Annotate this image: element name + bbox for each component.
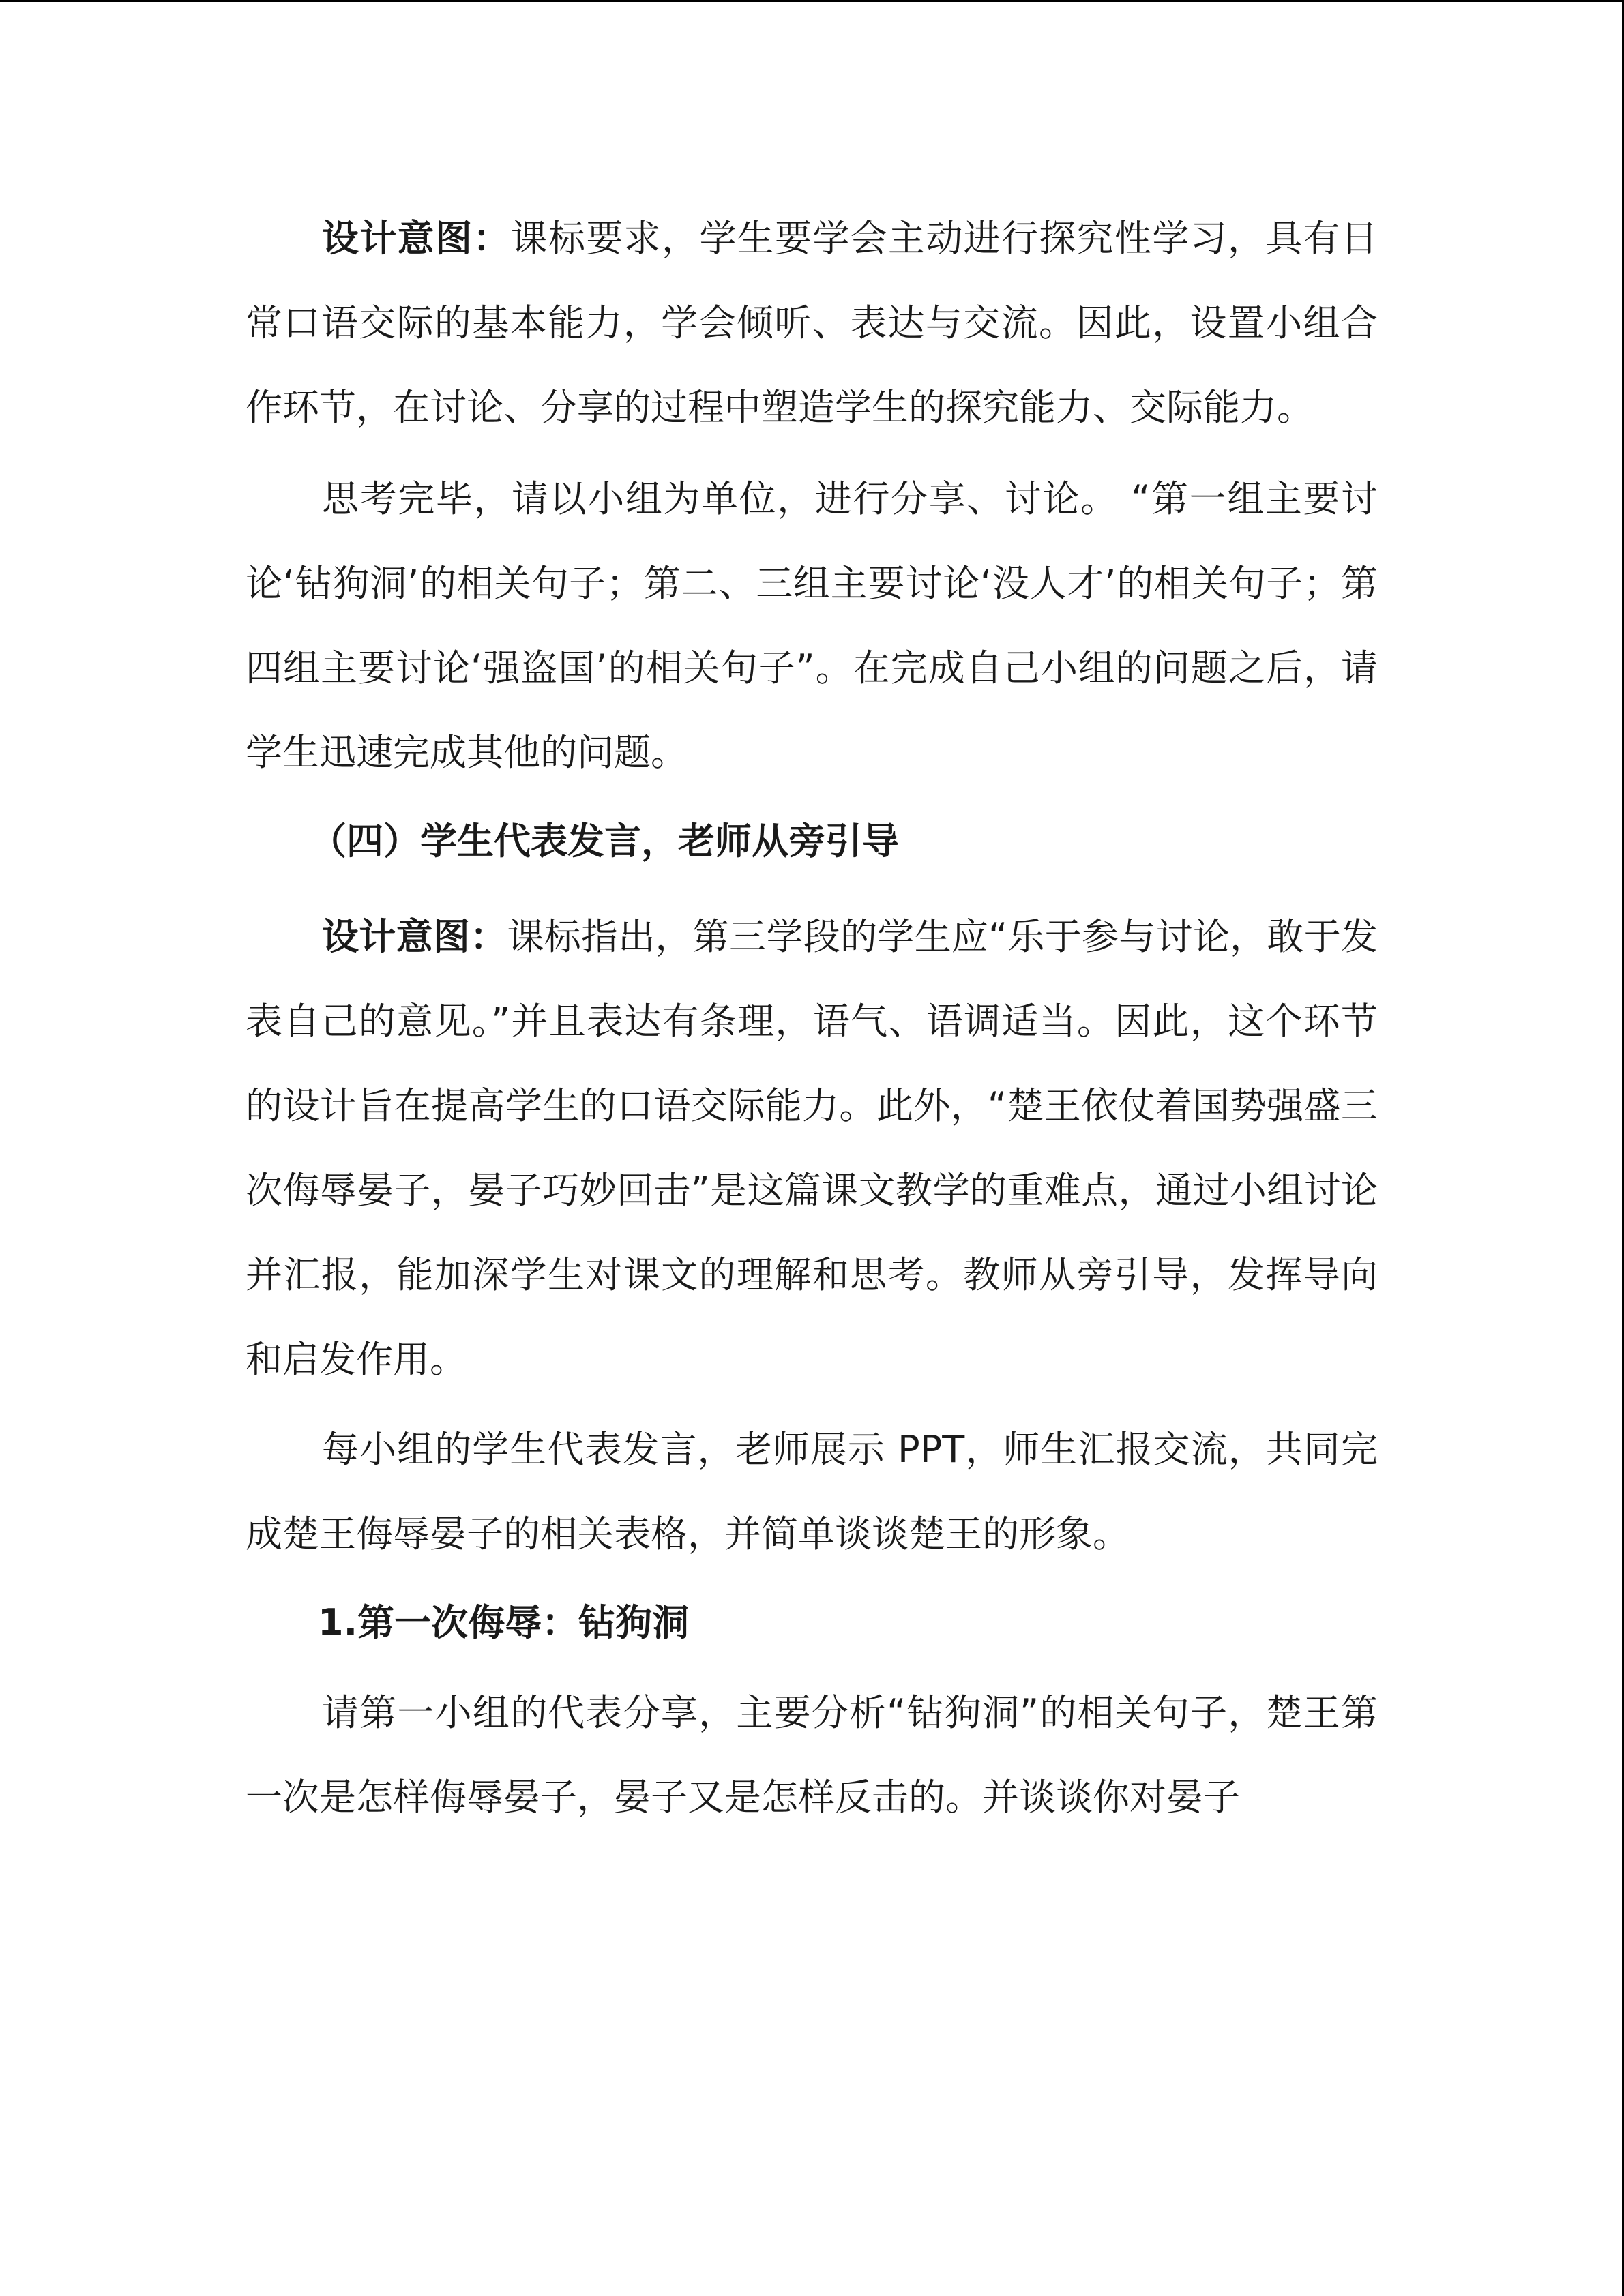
- discussion-instructions-paragraph: [246, 457, 1378, 795]
- paragraph-text: 课标要求，学生要学会主动进行探究性学习，具有日常口语交际的基本能力，学会倾听、表达与交流。因此，设置小组合作环节，在讨论、分享的过程中塑造学生的探究能力、交际能力。: [246, 217, 1378, 429]
- paragraph-text: 请第一小组的代表分享，主要分析“钻狗洞”的相关句子，楚王第一次是怎样侮辱晏子，晏子又是怎样反击的。并谈谈你对晏子: [246, 1691, 1378, 1819]
- page-border-top: [0, 0, 1624, 2]
- first-group-paragraph: [246, 1671, 1378, 1840]
- subsection-heading-1: 1.第一次侮辱：钻狗洞: [318, 1601, 690, 1644]
- design-intent-paragraph-2: [246, 895, 1378, 1402]
- design-intent-label: 设计意图：: [322, 217, 511, 260]
- paragraph-text: 课标指出，第三学段的学生应“乐于参与讨论，敢于发表自己的意见。”并且表达有条理，语气、语调适当。因此，这个环节的设计旨在提高学生的口语交际能力。此外，“楚王依仗着国势强盛三次侮辱晏子，晏子巧妙回击”是这篇课文教学的重难点，通过小组讨论并汇报，能加深学生对课文的理解和思考。教师从旁引导，发挥导向和启发作用。: [246, 915, 1378, 1381]
- group-report-paragraph: [246, 1407, 1378, 1577]
- paragraph-text: 思考完毕，请以小组为单位，进行分享、讨论。 “第一组主要讨论‘钻狗洞’的相关句子；第二、三组主要讨论‘没人才’的相关句子；第四组主要讨论‘强盗国’的相关句子”。在完成自己小组的问题之后，请学生迅速完成其他的问题。: [246, 477, 1378, 774]
- section-heading-4: （四）学生代表发言，老师从旁引导: [310, 820, 899, 863]
- design-intent-paragraph-1: [246, 196, 1378, 450]
- document-body: [246, 196, 1378, 1853]
- design-intent-label: 设计意图：: [322, 915, 507, 958]
- paragraph-text: 每小组的学生代表发言，老师展示 PPT，师生汇报交流，共同完成楚王侮辱晏子的相关表格，并简单谈谈楚王的形象。: [246, 1428, 1378, 1555]
